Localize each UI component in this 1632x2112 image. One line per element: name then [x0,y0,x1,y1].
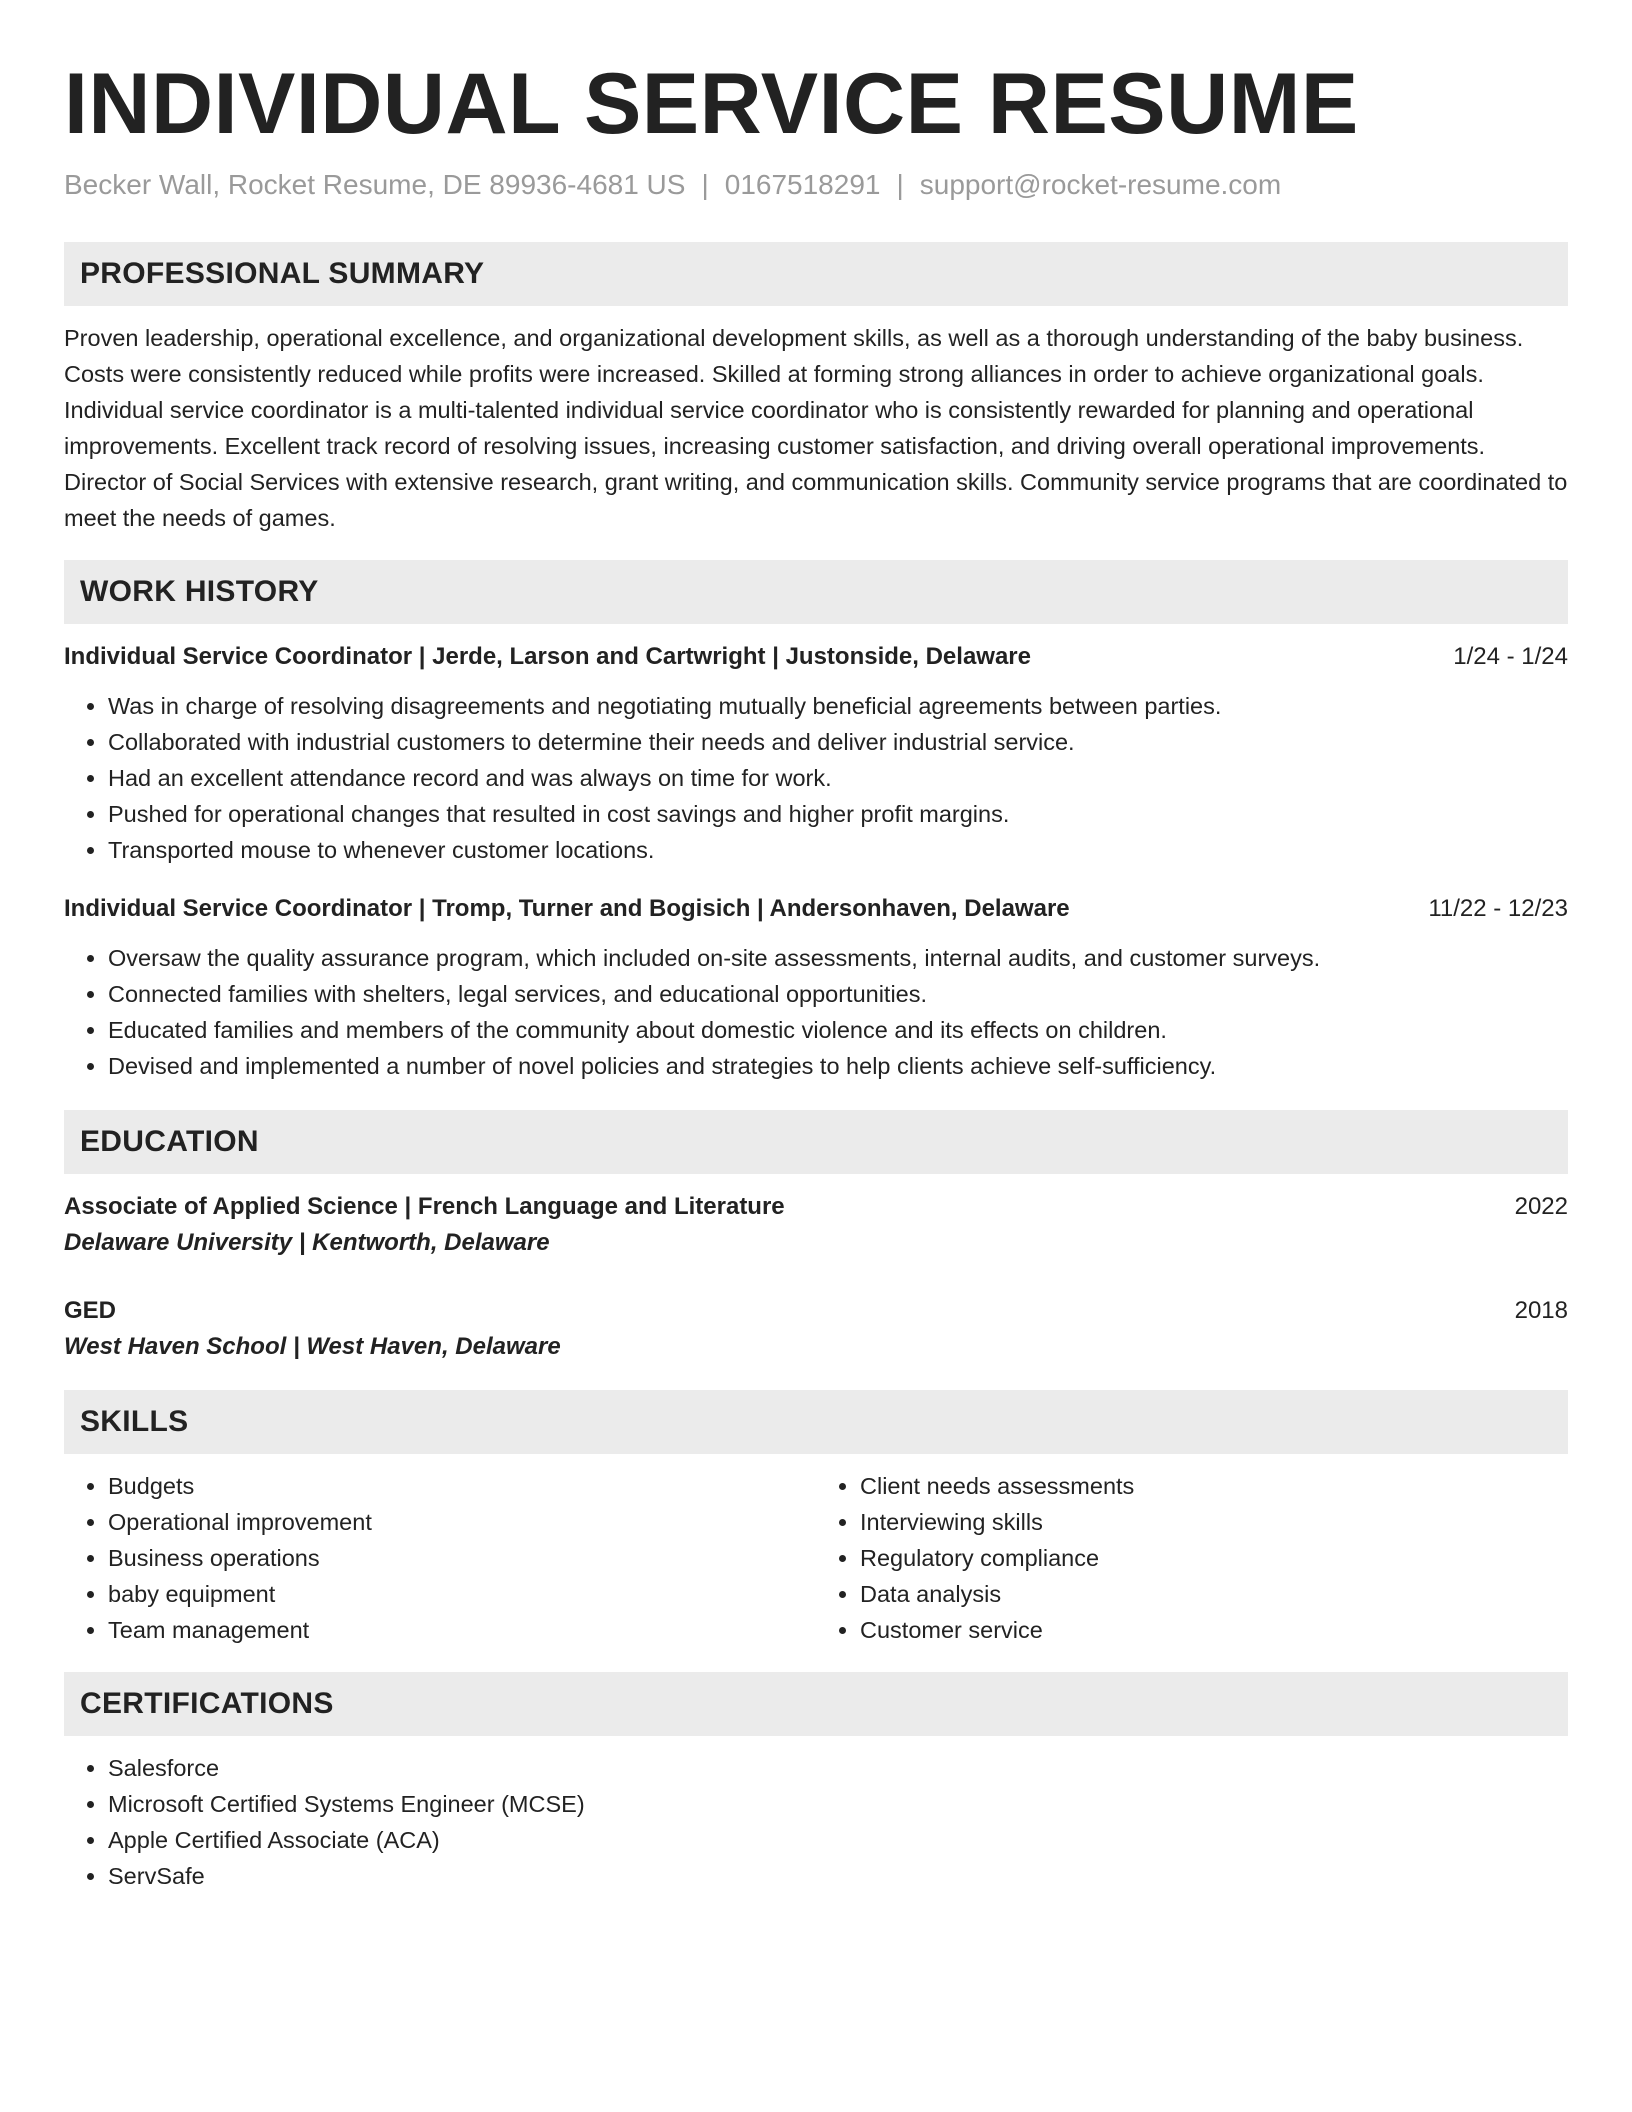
resume-title: INDIVIDUAL SERVICE RESUME [64,56,1359,152]
job-bullet: • Devised and implemented a number of novel policies and strategies to help clients achieve self-sufficiency. [108,1048,1568,1084]
skill-item: • Team management [108,1612,816,1648]
job-bullet: • Pushed for operational changes that resulted in cost savings and higher profit margins. [108,796,1568,832]
skill-item: • Budgets [108,1468,816,1504]
skill-item: • Interviewing skills [860,1504,1568,1540]
skills-grid [64,1468,1568,1648]
skill-item: • Client needs assessments [860,1468,1568,1504]
job-bullet: • Had an excellent attendance record and was always on time for work. [108,760,1568,796]
job-bullet: • Transported mouse to whenever customer locations. [108,832,1568,868]
education-entry [64,1294,1568,1366]
skill-item: • baby equipment [108,1576,816,1612]
job-title: Individual Service Coordinator | Tromp, Turner and Bogisich | Andersonhaven, Delaware [64,895,1070,922]
education-year: 2018 [1514,1297,1568,1324]
job-bullet: • Oversaw the quality assurance program, which included on-site assessments, internal audits, and customer surveys. [108,940,1568,976]
education-school: Delaware University | Kentworth, Delaware [64,1229,550,1256]
contact-separator: | [701,169,709,200]
education-school: West Haven School | West Haven, Delaware [64,1333,561,1360]
certification-item: • Microsoft Certified Systems Engineer (MCSE) [108,1786,1568,1822]
section-header-certifications: CERTIFICATIONS [64,1672,1568,1736]
education-degree: Associate of Applied Science | French Language and Literature [64,1193,785,1220]
skill-item: • Business operations [108,1540,816,1576]
contact-address: Becker Wall, Rocket Resume, DE 89936-4681 US [64,169,686,200]
job-header [64,640,1568,674]
job-bullets [64,940,1568,1084]
contact-line [64,166,1568,204]
education-header [64,1294,1568,1328]
job-entry [64,892,1568,1084]
job-bullets [64,688,1568,868]
summary-text: Proven leadership, operational excellence, and organizational development skills, as well as a thorough understanding of the baby business. Costs were consistently reduced while profits were increased. Skilled at forming strong alliances in order to achieve organizational goals. Individual service coordinator is a multi-talented individual service coordinator who is consistently rewarded for planning and operational improvements. Excellent track record of resolving issues, increasing customer satisfaction, and driving overall operational improvements. Director of Social Services with extensive research, grant writing, and communication skills. Community service programs that are coordinated to meet the needs of games. [64,325,1568,531]
job-dates: 11/22 - 12/23 [1428,895,1568,922]
section-header-skills: SKILLS [64,1390,1568,1454]
skill-item: • Customer service [860,1612,1568,1648]
education-year: 2022 [1514,1193,1568,1220]
contact-separator: | [896,169,904,200]
section-header-education: EDUCATION [64,1110,1568,1174]
job-title: Individual Service Coordinator | Jerde, Larson and Cartwright | Justonside, Delaware [64,643,1031,670]
education-entry [64,1190,1568,1262]
job-entry [64,640,1568,868]
skills-list [64,1468,816,1648]
certification-item: • ServSafe [108,1858,1568,1894]
skill-item: • Data analysis [860,1576,1568,1612]
job-bullet: • Was in charge of resolving disagreements and negotiating mutually beneficial agreements between parties. [108,688,1568,724]
job-bullet: • Collaborated with industrial customers to determine their needs and deliver industrial service. [108,724,1568,760]
contact-email: support@rocket-resume.com [919,169,1282,200]
section-header-summary: PROFESSIONAL SUMMARY [64,242,1568,306]
contact-phone: 0167518291 [724,169,881,200]
skill-item: • Operational improvement [108,1504,816,1540]
skill-item: • Regulatory compliance [860,1540,1568,1576]
section-header-work-history: WORK HISTORY [64,560,1568,624]
education-header [64,1190,1568,1224]
certification-item: • Apple Certified Associate (ACA) [108,1822,1568,1858]
job-bullet: • Connected families with shelters, legal services, and educational opportunities. [108,976,1568,1012]
job-header [64,892,1568,926]
certification-item: • Salesforce [108,1750,1568,1786]
job-dates: 1/24 - 1/24 [1453,643,1568,670]
education-degree: GED [64,1297,117,1324]
skills-column-left [64,1468,816,1648]
skills-column-right [816,1468,1568,1648]
certifications-list [64,1750,1568,1894]
job-bullet: • Educated families and members of the community about domestic violence and its effects on children. [108,1012,1568,1048]
skills-list [816,1468,1568,1648]
